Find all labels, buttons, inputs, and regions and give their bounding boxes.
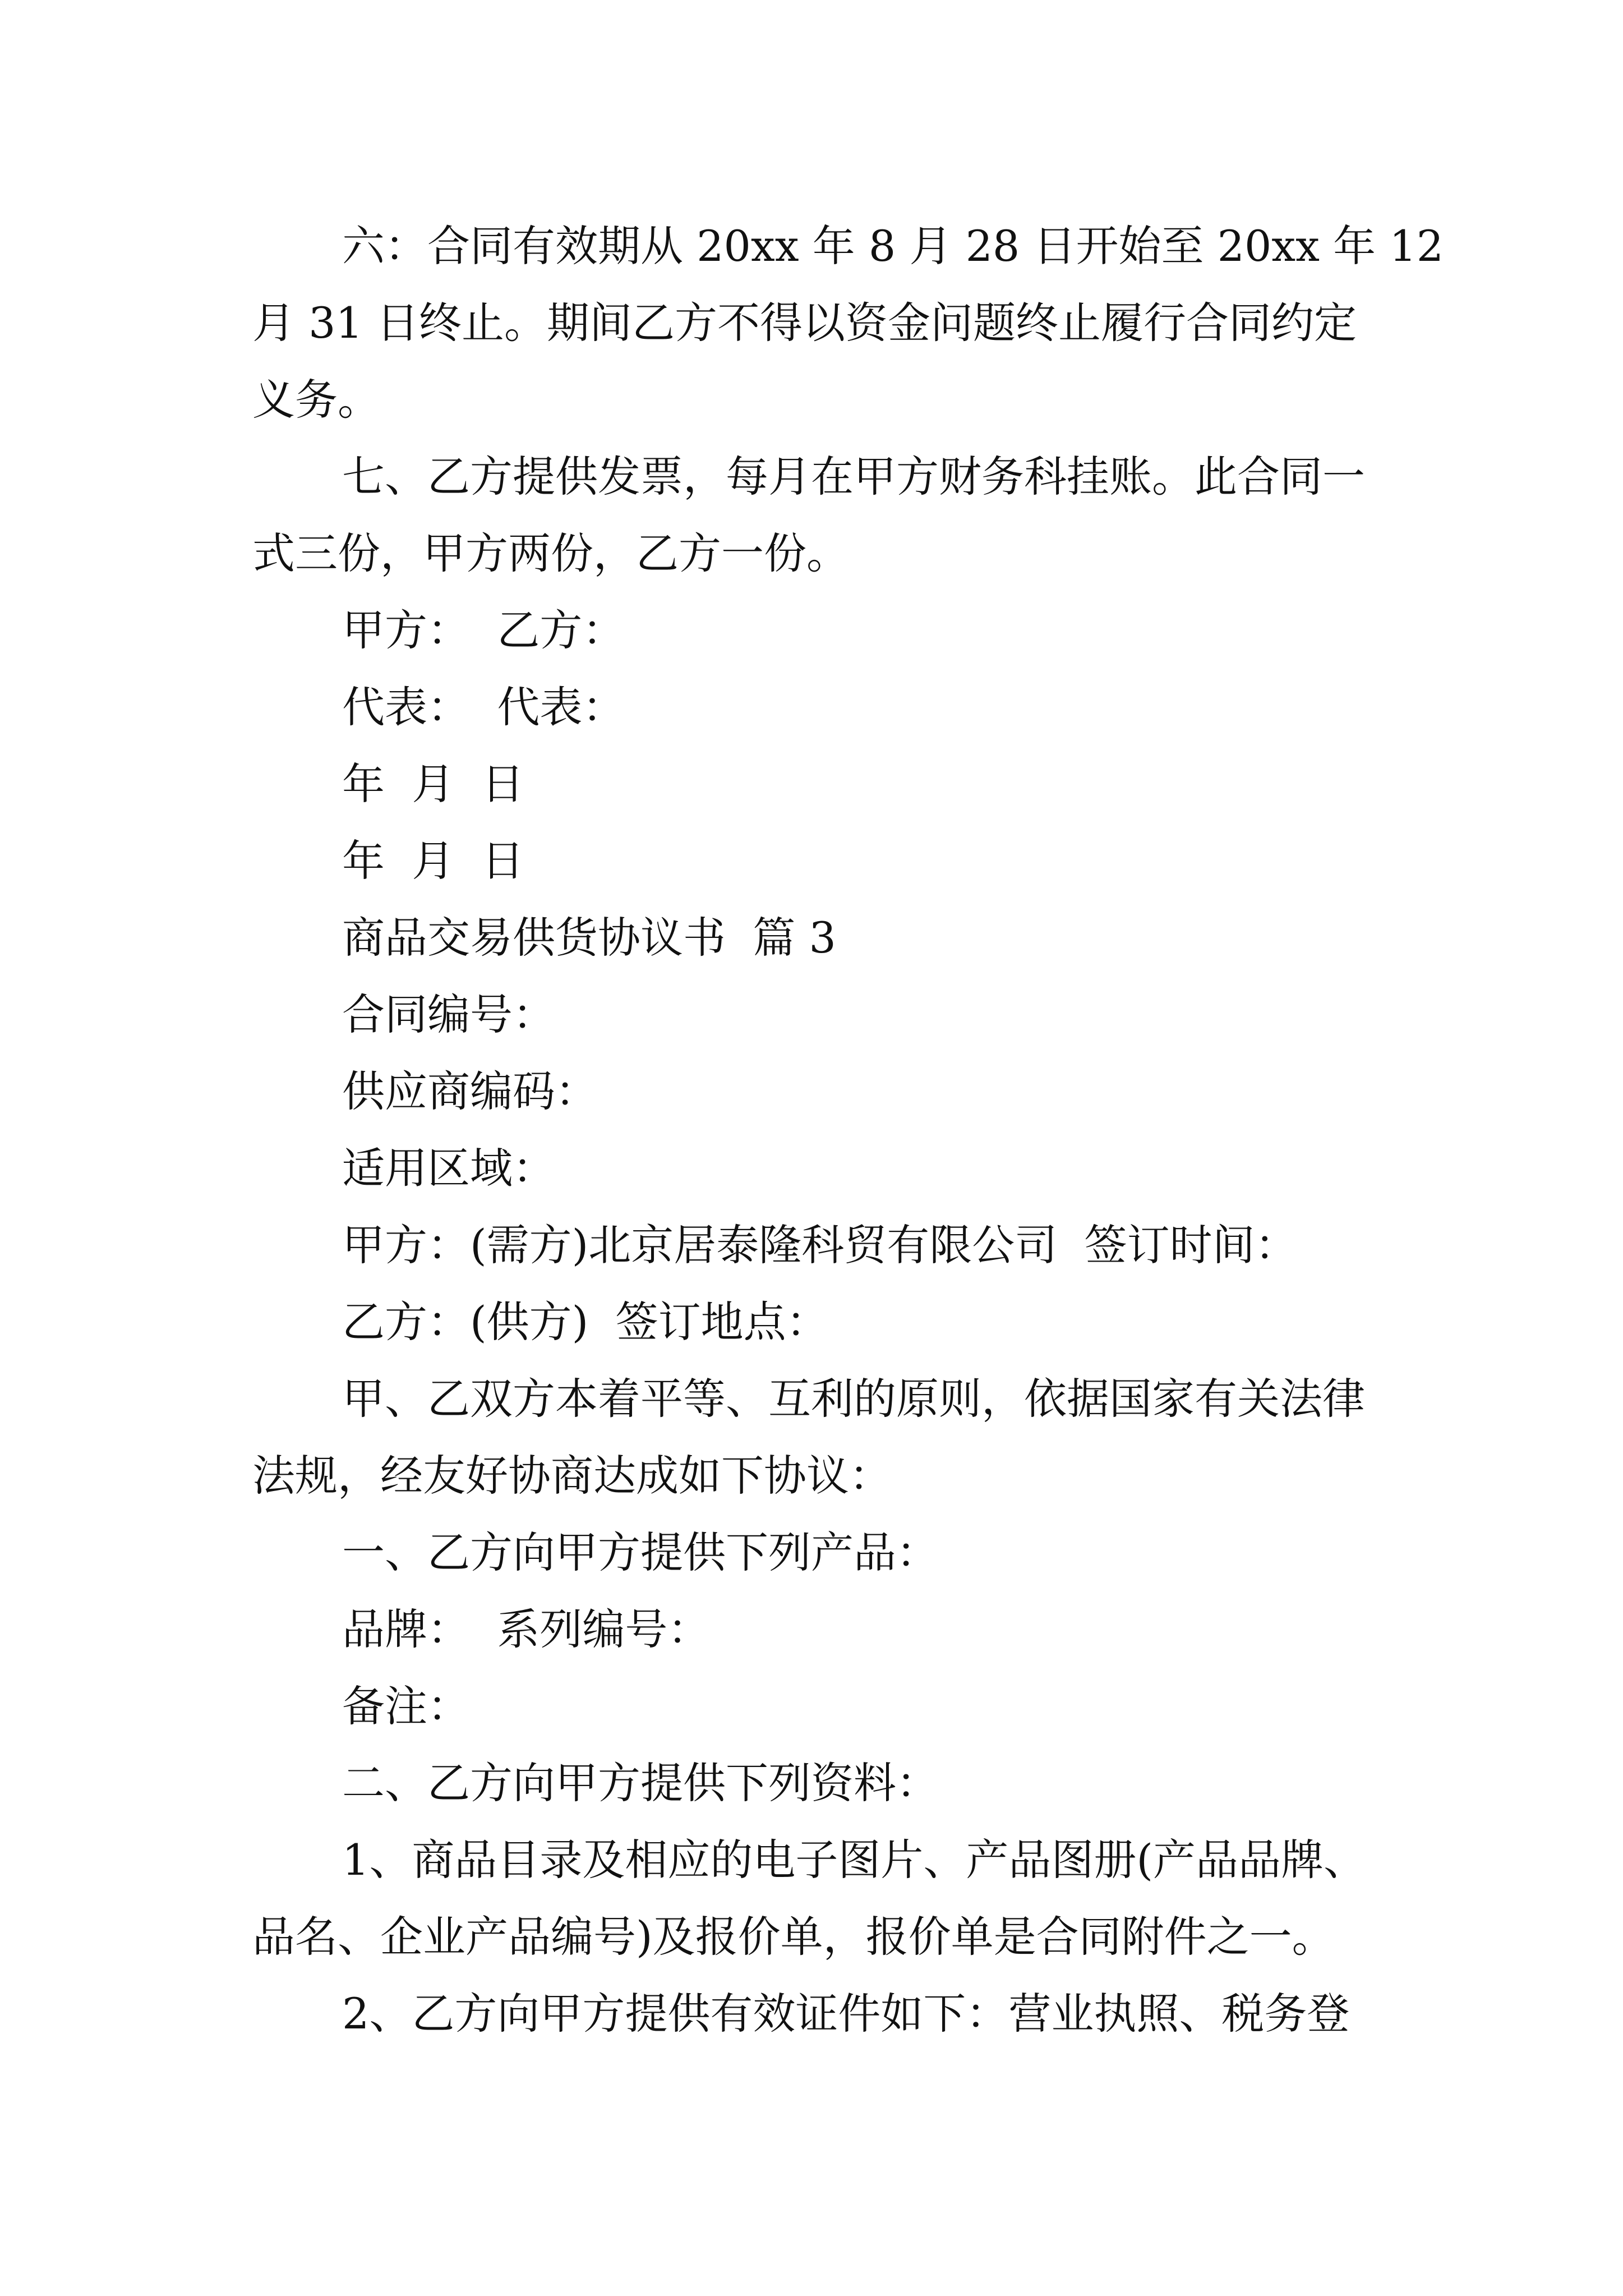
text-line: 月 31 日终止。期间乙方不得以资金问题终止履行合同约定 bbox=[252, 298, 1357, 348]
signature-date-line: 年 月 日 bbox=[342, 836, 524, 886]
text-line: 法规，经友好协商达成如下协议： bbox=[252, 1451, 892, 1501]
party-a-line: 甲方：(需方)北京居泰隆科贸有限公司 签订时间： bbox=[342, 1220, 1298, 1270]
text-line: 式三份，甲方两份，乙方一份。 bbox=[252, 528, 849, 578]
clause-heading: 一、乙方向甲方提供下列产品： bbox=[342, 1527, 939, 1577]
text-line: 六：合同有效期从 20xx 年 8 月 28 日开始至 20xx 年 12 bbox=[342, 221, 1444, 271]
supplier-code-field: 供应商编码： bbox=[342, 1066, 598, 1116]
text-line: 2、乙方向甲方提供有效证件如下：营业执照、税务登 bbox=[342, 1989, 1350, 2039]
remarks-field: 备注： bbox=[342, 1681, 470, 1731]
text-line: 1、商品目录及相应的电子图片、产品图册(产品品牌、 bbox=[342, 1835, 1367, 1885]
party-b-line: 乙方：(供方) 签订地点： bbox=[342, 1297, 829, 1347]
contract-number-field: 合同编号： bbox=[342, 990, 555, 1039]
brand-field: 品牌： 系列编号： bbox=[342, 1604, 711, 1654]
signature-representative-line: 代表： 代表： bbox=[342, 682, 625, 732]
text-line: 七、乙方提供发票，每月在甲方财务科挂账。此合同一 bbox=[342, 452, 1365, 501]
text-line: 义务。 bbox=[252, 375, 380, 425]
clause-heading: 二、乙方向甲方提供下列资料： bbox=[342, 1758, 939, 1808]
signature-date-line: 年 月 日 bbox=[342, 759, 524, 809]
applicable-region-field: 适用区域： bbox=[342, 1143, 555, 1193]
section-heading: 商品交易供货协议书 篇 3 bbox=[342, 913, 836, 963]
text-line: 品名、企业产品编号)及报价单，报价单是合同附件之一。 bbox=[252, 1912, 1335, 1962]
document-body bbox=[252, 208, 1444, 2052]
signature-party-line: 甲方： 乙方： bbox=[342, 605, 625, 655]
text-line: 甲、乙双方本着平等、互利的原则，依据国家有关法律 bbox=[342, 1374, 1365, 1424]
